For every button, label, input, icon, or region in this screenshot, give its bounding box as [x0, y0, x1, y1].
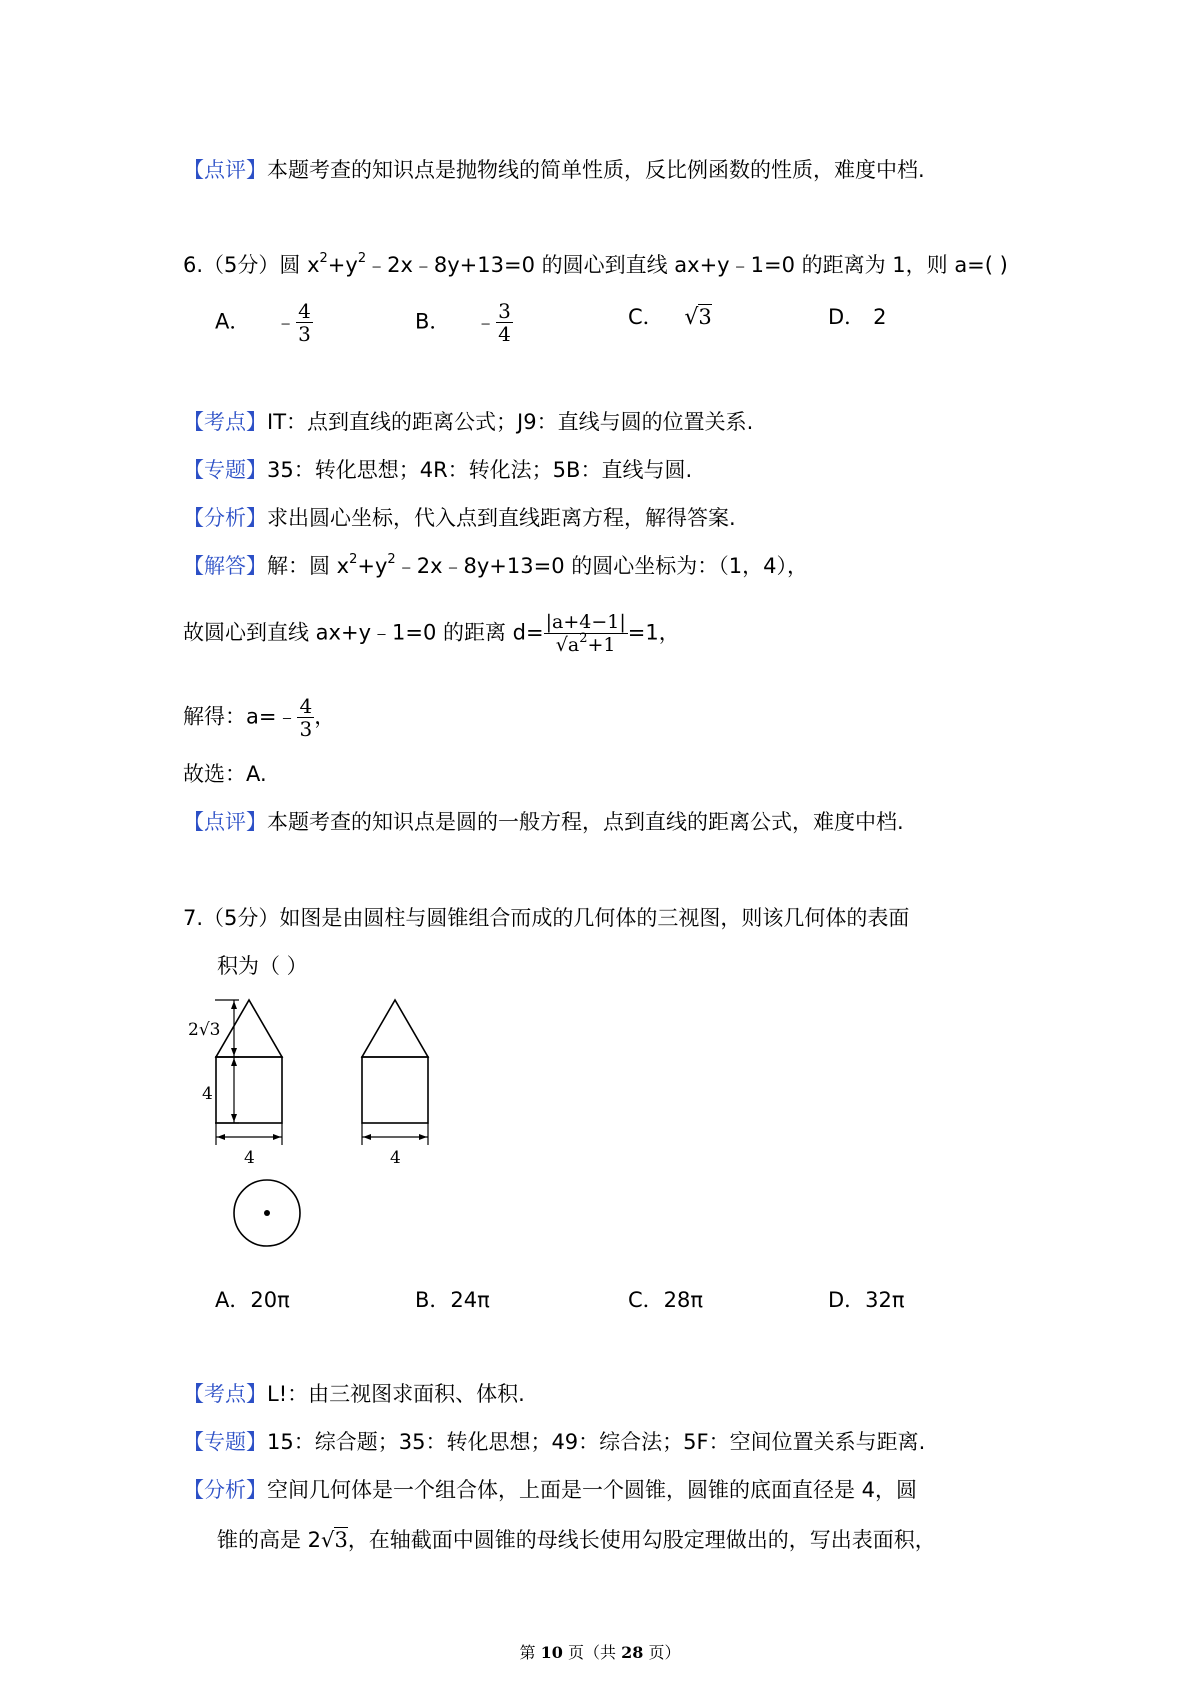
distance-text: 故圆心到直线 ax+y﹣1=0 的距离 d=	[183, 620, 544, 645]
fenxi-text: 求出圆心坐标，代入点到直线距离方程，解得答案.	[267, 506, 736, 530]
q7-stem-line2: 积为（ ）	[217, 954, 308, 978]
stem-text: 6.（5分）圆 x	[183, 253, 320, 277]
q7-zhuanti	[183, 1428, 925, 1456]
distance-text: =1，	[627, 620, 680, 645]
kaodian-text: L!：由三视图求面积、体积.	[267, 1382, 525, 1406]
q7-option-b	[415, 1286, 490, 1314]
q7-stem-line1: 7.（5分）如图是由圆柱与圆锥组合而成的几何体的三视图，则该几何体的表面	[183, 906, 910, 930]
den-rest: +1	[587, 634, 616, 656]
fenxi-tag: 【分析】	[183, 1478, 267, 1502]
denominator: 3	[298, 322, 311, 346]
stem-text: +y	[327, 253, 358, 277]
arrowhead	[217, 1134, 225, 1140]
option-value: 20π	[250, 1288, 290, 1312]
numerator: 4	[298, 299, 311, 323]
option-label: B．	[415, 309, 451, 334]
exponent: 2	[349, 552, 358, 567]
option-label: B．	[415, 1288, 451, 1312]
page-footer	[0, 1640, 1200, 1663]
sqrt-sign: √	[684, 305, 699, 330]
option-label: D．	[828, 1288, 866, 1312]
q7-option-c	[628, 1286, 703, 1314]
option-value: 28π	[663, 1288, 704, 1312]
denominator: $√a^2+1$	[555, 630, 616, 656]
q6-comment	[183, 808, 904, 836]
zhuanti-text: 35：转化思想；4R：转化法；5B：直线与圆.	[267, 458, 693, 482]
zhuanti-text: 15：综合题；35：转化思想；49：综合法；5F：空间位置关系与距离.	[267, 1430, 926, 1454]
minus-sign: ﹣	[275, 309, 297, 334]
numerator: 3	[498, 299, 511, 323]
q6-zhuanti	[183, 456, 692, 484]
exponent: 2	[387, 552, 396, 567]
exponent: 2	[579, 630, 588, 646]
q6-choose: 故选：A.	[183, 762, 267, 786]
sqrt-sign: √	[321, 1528, 335, 1552]
jieda-text: ﹣2x﹣8y+13=0 的圆心坐标为：（1，4），	[395, 554, 808, 578]
kaodian-tag: 【考点】	[183, 1382, 267, 1406]
q6-stem	[183, 251, 1008, 279]
arrowhead	[231, 1048, 237, 1056]
q6-option-d	[828, 303, 887, 331]
radicand: 3	[698, 305, 712, 329]
q7-fenxi	[183, 1476, 917, 1504]
denominator: 4	[498, 322, 511, 346]
q6-distance-line	[183, 611, 680, 656]
fraction	[297, 695, 314, 740]
arrowhead	[231, 1058, 237, 1066]
q6-option-b	[415, 300, 513, 345]
cylinder-height-label: 4	[202, 1084, 213, 1104]
comment-tag: 【点评】	[183, 158, 267, 182]
option-label: D．	[828, 305, 866, 329]
jieda-text: +y	[357, 554, 388, 578]
side-width-label: 4	[390, 1148, 401, 1168]
arrowhead	[231, 1114, 237, 1122]
side-cone-triangle	[362, 1000, 428, 1057]
q6-jieda	[183, 552, 808, 580]
den-base: a	[567, 634, 580, 656]
option-value: 2	[873, 305, 887, 329]
q7-option-d	[828, 1286, 905, 1314]
numerator: |a+4−1|	[545, 611, 626, 633]
zhuanti-tag: 【专题】	[183, 458, 267, 482]
front-view	[215, 1000, 282, 1145]
arrowheads	[217, 1001, 427, 1140]
option-label: A．	[215, 309, 251, 334]
q7-fenxi-line2	[217, 1526, 936, 1554]
cone-height-label: 2√3	[188, 1020, 221, 1040]
zhuanti-tag: 【专题】	[183, 1430, 267, 1454]
numerator: 4	[299, 694, 313, 718]
jieda-text: 解：圆 x	[267, 554, 350, 578]
q7-option-a	[215, 1286, 290, 1314]
solve-text: ，	[314, 704, 336, 729]
top-view-center-dot	[264, 1210, 270, 1216]
side-view	[362, 1000, 428, 1145]
fenxi-text: 空间几何体是一个组合体，上面是一个圆锥，圆锥的底面直径是 4，圆	[267, 1478, 918, 1502]
distance-fraction	[544, 611, 628, 656]
front-width-label: 4	[244, 1148, 255, 1168]
minus-sign: ﹣	[475, 309, 497, 334]
q6-solve-line	[183, 695, 335, 740]
stem-text: ﹣2x﹣8y+13=0 的圆心到直线 ax+y﹣1=0 的距离为 1，则 a=( )	[366, 253, 1008, 277]
exponent: 2	[357, 251, 367, 266]
comment-text: 本题考查的知识点是抛物线的简单性质，反比例函数的性质，难度中档.	[267, 158, 925, 182]
option-label: C．	[628, 305, 664, 329]
side-cylinder-rect	[362, 1057, 428, 1123]
footer-text: 页（共	[562, 1643, 622, 1662]
q6-option-c	[628, 303, 712, 332]
arrowhead	[231, 1001, 237, 1009]
q5-comment	[183, 156, 925, 184]
q6-fenxi	[183, 504, 736, 532]
exponent: 2	[319, 251, 328, 266]
arrowhead	[273, 1134, 281, 1140]
comment-text: 本题考查的知识点是圆的一般方程，点到直线的距离公式，难度中档.	[267, 810, 904, 834]
kaodian-tag: 【考点】	[183, 410, 267, 434]
solve-text: 解得：a=	[183, 704, 277, 729]
fenxi-tag: 【分析】	[183, 506, 267, 530]
denominator: 3	[299, 717, 313, 741]
option-label: A．	[215, 1288, 251, 1312]
fenxi-text: 锥的高是 2	[217, 1528, 322, 1552]
jieda-tag: 【解答】	[183, 554, 267, 578]
comment-tag: 【点评】	[183, 810, 267, 834]
minus-sign: ﹣	[276, 704, 298, 729]
fenxi-text: ，在轴截面中圆锥的母线长使用勾股定理做出的，写出表面积，	[347, 1528, 936, 1552]
option-value: 32π	[865, 1288, 905, 1312]
page-number: 10	[540, 1643, 563, 1662]
front-cone-triangle	[216, 1000, 282, 1057]
q6-option-a	[215, 300, 313, 345]
footer-text: 第	[519, 1643, 541, 1662]
q6-kaodian	[183, 408, 753, 436]
option-label: C．	[628, 1288, 664, 1312]
front-cylinder-rect	[216, 1057, 282, 1123]
footer-text: 页）	[643, 1643, 681, 1662]
total-pages: 28	[621, 1643, 644, 1662]
fraction	[496, 300, 513, 345]
three-view-figure	[180, 995, 480, 1265]
kaodian-text: IT：点到直线的距离公式；J9：直线与圆的位置关系.	[267, 410, 754, 434]
q7-kaodian	[183, 1380, 525, 1408]
option-value: 24π	[450, 1288, 490, 1312]
fraction	[296, 300, 313, 345]
radicand: 3	[334, 1528, 348, 1552]
